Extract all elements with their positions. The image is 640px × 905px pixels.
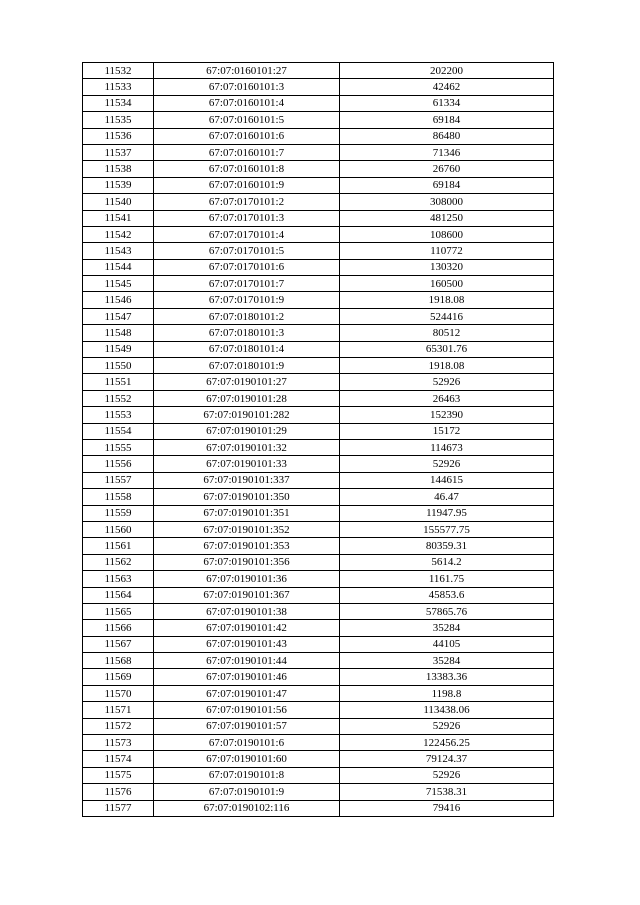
cadastral-value-cell: 69184 — [340, 177, 554, 193]
cadastral-number-cell: 67:07:0190101:57 — [154, 718, 340, 734]
table-row — [83, 63, 554, 79]
cadastral-value-cell: 15172 — [340, 423, 554, 439]
cadastral-number-cell: 67:07:0190101:352 — [154, 521, 340, 537]
cadastral-number-cell: 67:07:0180101:9 — [154, 358, 340, 374]
row-number-cell: 11566 — [83, 620, 154, 636]
cadastral-number-cell: 67:07:0190101:350 — [154, 489, 340, 505]
table-row — [83, 472, 554, 488]
cadastral-value-cell: 160500 — [340, 276, 554, 292]
cadastral-value-cell: 5614.2 — [340, 554, 554, 570]
cadastral-value-cell: 144615 — [340, 472, 554, 488]
cadastral-number-cell: 67:07:0190101:27 — [154, 374, 340, 390]
cadastral-number-cell: 67:07:0180101:3 — [154, 325, 340, 341]
row-number-cell: 11540 — [83, 194, 154, 210]
cadastral-value-cell: 1161.75 — [340, 571, 554, 587]
table-row — [83, 308, 554, 324]
cadastral-value-cell: 481250 — [340, 210, 554, 226]
cadastral-number-cell: 67:07:0190101:32 — [154, 439, 340, 455]
cadastral-number-cell: 67:07:0190101:60 — [154, 751, 340, 767]
row-number-cell: 11543 — [83, 243, 154, 259]
cadastral-number-cell: 67:07:0160101:4 — [154, 95, 340, 111]
cadastral-value-cell: 79124.37 — [340, 751, 554, 767]
row-number-cell: 11538 — [83, 161, 154, 177]
cadastral-value-cell: 1198.8 — [340, 685, 554, 701]
cadastral-number-cell: 67:07:0190101:33 — [154, 456, 340, 472]
table-row — [83, 439, 554, 455]
cadastral-value-cell: 524416 — [340, 308, 554, 324]
cadastral-number-cell: 67:07:0190101:44 — [154, 653, 340, 669]
table-row — [83, 144, 554, 160]
table-row — [83, 521, 554, 537]
table-row — [83, 374, 554, 390]
cadastral-number-cell: 67:07:0190101:9 — [154, 784, 340, 800]
cadastral-number-cell: 67:07:0160101:6 — [154, 128, 340, 144]
cadastral-value-cell: 35284 — [340, 653, 554, 669]
row-number-cell: 11546 — [83, 292, 154, 308]
row-number-cell: 11559 — [83, 505, 154, 521]
row-number-cell: 11574 — [83, 751, 154, 767]
cadastral-number-cell: 67:07:0170101:4 — [154, 226, 340, 242]
cadastral-number-cell: 67:07:0190101:43 — [154, 636, 340, 652]
row-number-cell: 11560 — [83, 521, 154, 537]
row-number-cell: 11556 — [83, 456, 154, 472]
cadastral-number-cell: 67:07:0190101:42 — [154, 620, 340, 636]
row-number-cell: 11565 — [83, 603, 154, 619]
cadastral-value-cell: 114673 — [340, 439, 554, 455]
cadastral-value-cell: 122456.25 — [340, 735, 554, 751]
table-row — [83, 489, 554, 505]
table-row — [83, 259, 554, 275]
row-number-cell: 11563 — [83, 571, 154, 587]
table-row — [83, 243, 554, 259]
table-row — [83, 620, 554, 636]
table-row — [83, 341, 554, 357]
cadastral-number-cell: 67:07:0190101:29 — [154, 423, 340, 439]
row-number-cell: 11532 — [83, 63, 154, 79]
cadastral-number-cell: 67:07:0180101:2 — [154, 308, 340, 324]
cadastral-number-cell: 67:07:0190101:351 — [154, 505, 340, 521]
table-row — [83, 636, 554, 652]
cadastral-value-cell: 71538.31 — [340, 784, 554, 800]
table-row — [83, 226, 554, 242]
table-row — [83, 767, 554, 783]
row-number-cell: 11539 — [83, 177, 154, 193]
table-row — [83, 571, 554, 587]
cadastral-value-cell: 57865.76 — [340, 603, 554, 619]
cadastral-value-cell: 46.47 — [340, 489, 554, 505]
cadastral-value-cell: 61334 — [340, 95, 554, 111]
table-row — [83, 751, 554, 767]
table-row — [83, 358, 554, 374]
cadastral-number-cell: 67:07:0160101:9 — [154, 177, 340, 193]
table-row — [83, 538, 554, 554]
cadastral-value-cell: 11947.95 — [340, 505, 554, 521]
row-number-cell: 11572 — [83, 718, 154, 734]
row-number-cell: 11558 — [83, 489, 154, 505]
cadastral-value-cell: 155577.75 — [340, 521, 554, 537]
cadastral-value-cell: 130320 — [340, 259, 554, 275]
cadastral-number-cell: 67:07:0180101:4 — [154, 341, 340, 357]
table-row — [83, 407, 554, 423]
row-number-cell: 11545 — [83, 276, 154, 292]
row-number-cell: 11555 — [83, 439, 154, 455]
row-number-cell: 11533 — [83, 79, 154, 95]
row-number-cell: 11547 — [83, 308, 154, 324]
cadastral-number-cell: 67:07:0190101:28 — [154, 390, 340, 406]
cadastral-value-cell: 52926 — [340, 767, 554, 783]
table-row — [83, 112, 554, 128]
row-number-cell: 11575 — [83, 767, 154, 783]
row-number-cell: 11552 — [83, 390, 154, 406]
row-number-cell: 11551 — [83, 374, 154, 390]
cadastral-number-cell: 67:07:0170101:2 — [154, 194, 340, 210]
cadastral-number-cell: 67:07:0190101:56 — [154, 702, 340, 718]
table-row — [83, 735, 554, 751]
cadastral-value-cell: 80359.31 — [340, 538, 554, 554]
table-row — [83, 325, 554, 341]
cadastral-number-cell: 67:07:0190101:356 — [154, 554, 340, 570]
row-number-cell: 11542 — [83, 226, 154, 242]
row-number-cell: 11573 — [83, 735, 154, 751]
cadastral-number-cell: 67:07:0160101:5 — [154, 112, 340, 128]
table-row — [83, 669, 554, 685]
row-number-cell: 11537 — [83, 144, 154, 160]
row-number-cell: 11548 — [83, 325, 154, 341]
cadastral-number-cell: 67:07:0170101:3 — [154, 210, 340, 226]
table-row — [83, 276, 554, 292]
cadastral-number-cell: 67:07:0190101:8 — [154, 767, 340, 783]
cadastral-value-cell: 1918.08 — [340, 292, 554, 308]
row-number-cell: 11564 — [83, 587, 154, 603]
row-number-cell: 11541 — [83, 210, 154, 226]
row-number-cell: 11569 — [83, 669, 154, 685]
cadastral-value-cell: 86480 — [340, 128, 554, 144]
cadastral-number-cell: 67:07:0170101:9 — [154, 292, 340, 308]
cadastral-number-cell: 67:07:0160101:7 — [154, 144, 340, 160]
cadastral-value-cell: 42462 — [340, 79, 554, 95]
cadastral-value-table — [82, 62, 554, 817]
cadastral-number-cell: 67:07:0190101:6 — [154, 735, 340, 751]
cadastral-number-cell: 67:07:0190101:353 — [154, 538, 340, 554]
cadastral-number-cell: 67:07:0160101:8 — [154, 161, 340, 177]
row-number-cell: 11576 — [83, 784, 154, 800]
table-row — [83, 587, 554, 603]
row-number-cell: 11562 — [83, 554, 154, 570]
table-row — [83, 95, 554, 111]
table-row — [83, 603, 554, 619]
cadastral-value-cell: 35284 — [340, 620, 554, 636]
row-number-cell: 11554 — [83, 423, 154, 439]
cadastral-value-cell: 52926 — [340, 456, 554, 472]
cadastral-number-cell: 67:07:0160101:3 — [154, 79, 340, 95]
cadastral-value-cell: 45853.6 — [340, 587, 554, 603]
table-row — [83, 554, 554, 570]
table-row — [83, 718, 554, 734]
row-number-cell: 11534 — [83, 95, 154, 111]
table-row — [83, 390, 554, 406]
cadastral-value-cell: 108600 — [340, 226, 554, 242]
table-row — [83, 653, 554, 669]
row-number-cell: 11570 — [83, 685, 154, 701]
cadastral-value-cell: 110772 — [340, 243, 554, 259]
cadastral-number-cell: 67:07:0190101:367 — [154, 587, 340, 603]
row-number-cell: 11553 — [83, 407, 154, 423]
cadastral-value-cell: 308000 — [340, 194, 554, 210]
cadastral-value-cell: 79416 — [340, 800, 554, 816]
table-row — [83, 800, 554, 816]
row-number-cell: 11536 — [83, 128, 154, 144]
table-row — [83, 128, 554, 144]
cadastral-value-cell: 113438.06 — [340, 702, 554, 718]
table-row — [83, 210, 554, 226]
cadastral-value-cell: 26760 — [340, 161, 554, 177]
table-row — [83, 505, 554, 521]
cadastral-number-cell: 67:07:0170101:6 — [154, 259, 340, 275]
row-number-cell: 11550 — [83, 358, 154, 374]
cadastral-value-cell: 71346 — [340, 144, 554, 160]
cadastral-number-cell: 67:07:0190102:116 — [154, 800, 340, 816]
cadastral-number-cell: 67:07:0190101:38 — [154, 603, 340, 619]
table-row — [83, 456, 554, 472]
cadastral-value-cell: 1918.08 — [340, 358, 554, 374]
table-body — [83, 63, 554, 817]
cadastral-value-cell: 52926 — [340, 374, 554, 390]
table-row — [83, 194, 554, 210]
cadastral-number-cell: 67:07:0160101:27 — [154, 63, 340, 79]
cadastral-value-cell: 65301.76 — [340, 341, 554, 357]
table-row — [83, 423, 554, 439]
cadastral-number-cell: 67:07:0190101:36 — [154, 571, 340, 587]
table-row — [83, 292, 554, 308]
cadastral-number-cell: 67:07:0190101:282 — [154, 407, 340, 423]
table-row — [83, 79, 554, 95]
row-number-cell: 11571 — [83, 702, 154, 718]
row-number-cell: 11549 — [83, 341, 154, 357]
row-number-cell: 11544 — [83, 259, 154, 275]
row-number-cell: 11535 — [83, 112, 154, 128]
cadastral-value-cell: 152390 — [340, 407, 554, 423]
cadastral-number-cell: 67:07:0170101:7 — [154, 276, 340, 292]
cadastral-value-cell: 52926 — [340, 718, 554, 734]
cadastral-value-cell: 44105 — [340, 636, 554, 652]
table-row — [83, 702, 554, 718]
cadastral-value-cell: 13383.36 — [340, 669, 554, 685]
cadastral-number-cell: 67:07:0190101:46 — [154, 669, 340, 685]
row-number-cell: 11568 — [83, 653, 154, 669]
cadastral-value-cell: 26463 — [340, 390, 554, 406]
cadastral-value-cell: 202200 — [340, 63, 554, 79]
table-row — [83, 784, 554, 800]
row-number-cell: 11567 — [83, 636, 154, 652]
row-number-cell: 11577 — [83, 800, 154, 816]
cadastral-number-cell: 67:07:0190101:47 — [154, 685, 340, 701]
cadastral-number-cell: 67:07:0170101:5 — [154, 243, 340, 259]
table-row — [83, 161, 554, 177]
cadastral-value-cell: 69184 — [340, 112, 554, 128]
row-number-cell: 11557 — [83, 472, 154, 488]
table-row — [83, 177, 554, 193]
table-row — [83, 685, 554, 701]
cadastral-number-cell: 67:07:0190101:337 — [154, 472, 340, 488]
row-number-cell: 11561 — [83, 538, 154, 554]
cadastral-value-cell: 80512 — [340, 325, 554, 341]
